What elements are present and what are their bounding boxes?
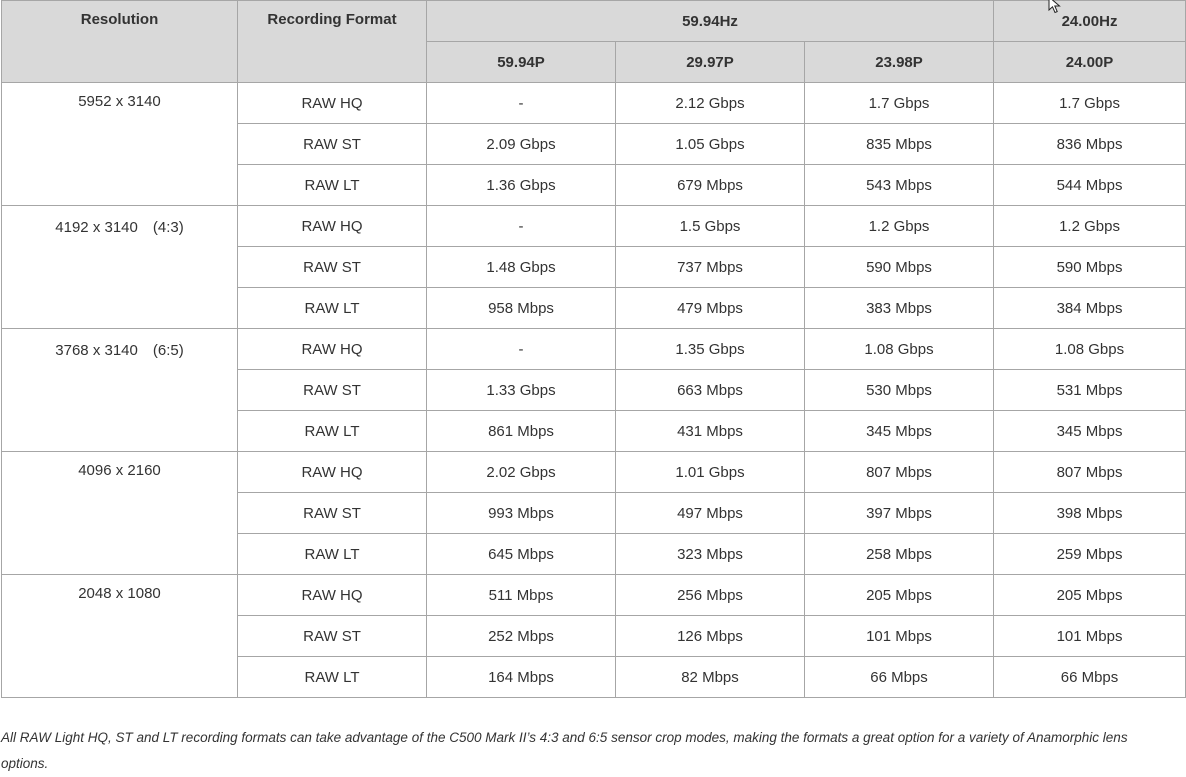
bitrate-cell: 2.12 Gbps bbox=[616, 83, 805, 124]
bitrate-cell: 398 Mbps bbox=[994, 493, 1186, 534]
table-row bbox=[2, 83, 1186, 124]
resolution-cell: 5952 x 3140 bbox=[2, 83, 238, 206]
header-23-98p: 23.98P bbox=[805, 42, 994, 83]
bitrate-cell: 645 Mbps bbox=[427, 534, 616, 575]
bitrate-cell: 497 Mbps bbox=[616, 493, 805, 534]
bitrate-cell: 663 Mbps bbox=[616, 370, 805, 411]
header-59-94p: 59.94P bbox=[427, 42, 616, 83]
header-resolution: Resolution bbox=[2, 1, 238, 83]
format-cell: RAW HQ bbox=[238, 575, 427, 616]
format-cell: RAW LT bbox=[238, 534, 427, 575]
bitrate-cell: 1.48 Gbps bbox=[427, 247, 616, 288]
format-cell: RAW ST bbox=[238, 370, 427, 411]
bitrate-cell: 530 Mbps bbox=[805, 370, 994, 411]
bitrate-cell: 164 Mbps bbox=[427, 657, 616, 698]
bitrate-cell: 101 Mbps bbox=[805, 616, 994, 657]
mouse-cursor-icon bbox=[1048, 0, 1062, 14]
bitrate-cell: 66 Mbps bbox=[994, 657, 1186, 698]
bitrate-cell: 737 Mbps bbox=[616, 247, 805, 288]
bitrate-cell: 384 Mbps bbox=[994, 288, 1186, 329]
bitrate-cell: 836 Mbps bbox=[994, 124, 1186, 165]
bitrate-cell: 126 Mbps bbox=[616, 616, 805, 657]
header-59-94hz: 59.94Hz bbox=[427, 1, 994, 42]
bitrate-cell: 259 Mbps bbox=[994, 534, 1186, 575]
bitrate-cell: 345 Mbps bbox=[805, 411, 994, 452]
bitrate-cell: 431 Mbps bbox=[616, 411, 805, 452]
bitrate-cell: - bbox=[427, 83, 616, 124]
bitrate-cell: 345 Mbps bbox=[994, 411, 1186, 452]
bitrate-cell: 1.35 Gbps bbox=[616, 329, 805, 370]
format-cell: RAW LT bbox=[238, 657, 427, 698]
bitrate-cell: 544 Mbps bbox=[994, 165, 1186, 206]
bitrate-cell: 543 Mbps bbox=[805, 165, 994, 206]
bitrate-cell: 479 Mbps bbox=[616, 288, 805, 329]
bitrate-cell: 101 Mbps bbox=[994, 616, 1186, 657]
bitrate-cell: 1.2 Gbps bbox=[994, 206, 1186, 247]
bitrate-cell: 1.05 Gbps bbox=[616, 124, 805, 165]
format-cell: RAW ST bbox=[238, 124, 427, 165]
table-row bbox=[2, 452, 1186, 493]
bitrate-cell: 1.36 Gbps bbox=[427, 165, 616, 206]
bitrate-cell: 256 Mbps bbox=[616, 575, 805, 616]
bitrate-cell: 258 Mbps bbox=[805, 534, 994, 575]
format-cell: RAW LT bbox=[238, 288, 427, 329]
format-cell: RAW LT bbox=[238, 165, 427, 206]
bitrate-cell: 1.7 Gbps bbox=[994, 83, 1186, 124]
footnote: All RAW Light HQ, ST and LT recording formats can take advantage of the C500 Mark II’s 4:3 and 6:5 sensor crop modes, making the formats a great option for a variety of Anamorphic lens options. bbox=[1, 730, 1128, 771]
bitrate-cell: 383 Mbps bbox=[805, 288, 994, 329]
bitrate-cell: 511 Mbps bbox=[427, 575, 616, 616]
resolution-cell: 4192 x 3140 (4:3) bbox=[2, 206, 238, 329]
format-cell: RAW HQ bbox=[238, 329, 427, 370]
bitrate-cell: 2.02 Gbps bbox=[427, 452, 616, 493]
bitrate-cell: 1.08 Gbps bbox=[805, 329, 994, 370]
table-header bbox=[2, 1, 1186, 83]
bitrate-cell: 1.5 Gbps bbox=[616, 206, 805, 247]
header-recording-format: Recording Format bbox=[238, 1, 427, 83]
bitrate-cell: 66 Mbps bbox=[805, 657, 994, 698]
bitrate-cell: 590 Mbps bbox=[805, 247, 994, 288]
header-24-00p: 24.00P bbox=[994, 42, 1186, 83]
bitrate-cell: 1.08 Gbps bbox=[994, 329, 1186, 370]
bitrate-cell: 679 Mbps bbox=[616, 165, 805, 206]
bitrate-cell: 531 Mbps bbox=[994, 370, 1186, 411]
bitrate-cell: 835 Mbps bbox=[805, 124, 994, 165]
bitrate-cell: 861 Mbps bbox=[427, 411, 616, 452]
bitrate-cell: 1.7 Gbps bbox=[805, 83, 994, 124]
bitrate-cell: 82 Mbps bbox=[616, 657, 805, 698]
bitrate-cell: 205 Mbps bbox=[994, 575, 1186, 616]
table-row bbox=[2, 206, 1186, 247]
format-cell: RAW ST bbox=[238, 616, 427, 657]
bitrate-table bbox=[1, 0, 1186, 698]
format-cell: RAW ST bbox=[238, 493, 427, 534]
header-24-00hz: 24.00Hz bbox=[994, 1, 1186, 42]
table-row bbox=[2, 329, 1186, 370]
header-29-97p: 29.97P bbox=[616, 42, 805, 83]
resolution-cell: 2048 x 1080 bbox=[2, 575, 238, 698]
format-cell: RAW ST bbox=[238, 247, 427, 288]
bitrate-cell: 1.2 Gbps bbox=[805, 206, 994, 247]
bitrate-cell: - bbox=[427, 206, 616, 247]
resolution-cell: 3768 x 3140 (6:5) bbox=[2, 329, 238, 452]
bitrate-cell: 958 Mbps bbox=[427, 288, 616, 329]
bitrate-cell: 807 Mbps bbox=[805, 452, 994, 493]
table-row bbox=[2, 575, 1186, 616]
format-cell: RAW HQ bbox=[238, 206, 427, 247]
table-body bbox=[2, 83, 1186, 698]
bitrate-cell: - bbox=[427, 329, 616, 370]
bitrate-cell: 1.33 Gbps bbox=[427, 370, 616, 411]
format-cell: RAW HQ bbox=[238, 452, 427, 493]
bitrate-cell: 205 Mbps bbox=[805, 575, 994, 616]
bitrate-cell: 2.09 Gbps bbox=[427, 124, 616, 165]
bitrate-cell: 252 Mbps bbox=[427, 616, 616, 657]
bitrate-cell: 1.01 Gbps bbox=[616, 452, 805, 493]
bitrate-cell: 397 Mbps bbox=[805, 493, 994, 534]
bitrate-cell: 993 Mbps bbox=[427, 493, 616, 534]
bitrate-cell: 807 Mbps bbox=[994, 452, 1186, 493]
resolution-cell: 4096 x 2160 bbox=[2, 452, 238, 575]
bitrate-cell: 323 Mbps bbox=[616, 534, 805, 575]
bitrate-cell: 590 Mbps bbox=[994, 247, 1186, 288]
format-cell: RAW LT bbox=[238, 411, 427, 452]
format-cell: RAW HQ bbox=[238, 83, 427, 124]
